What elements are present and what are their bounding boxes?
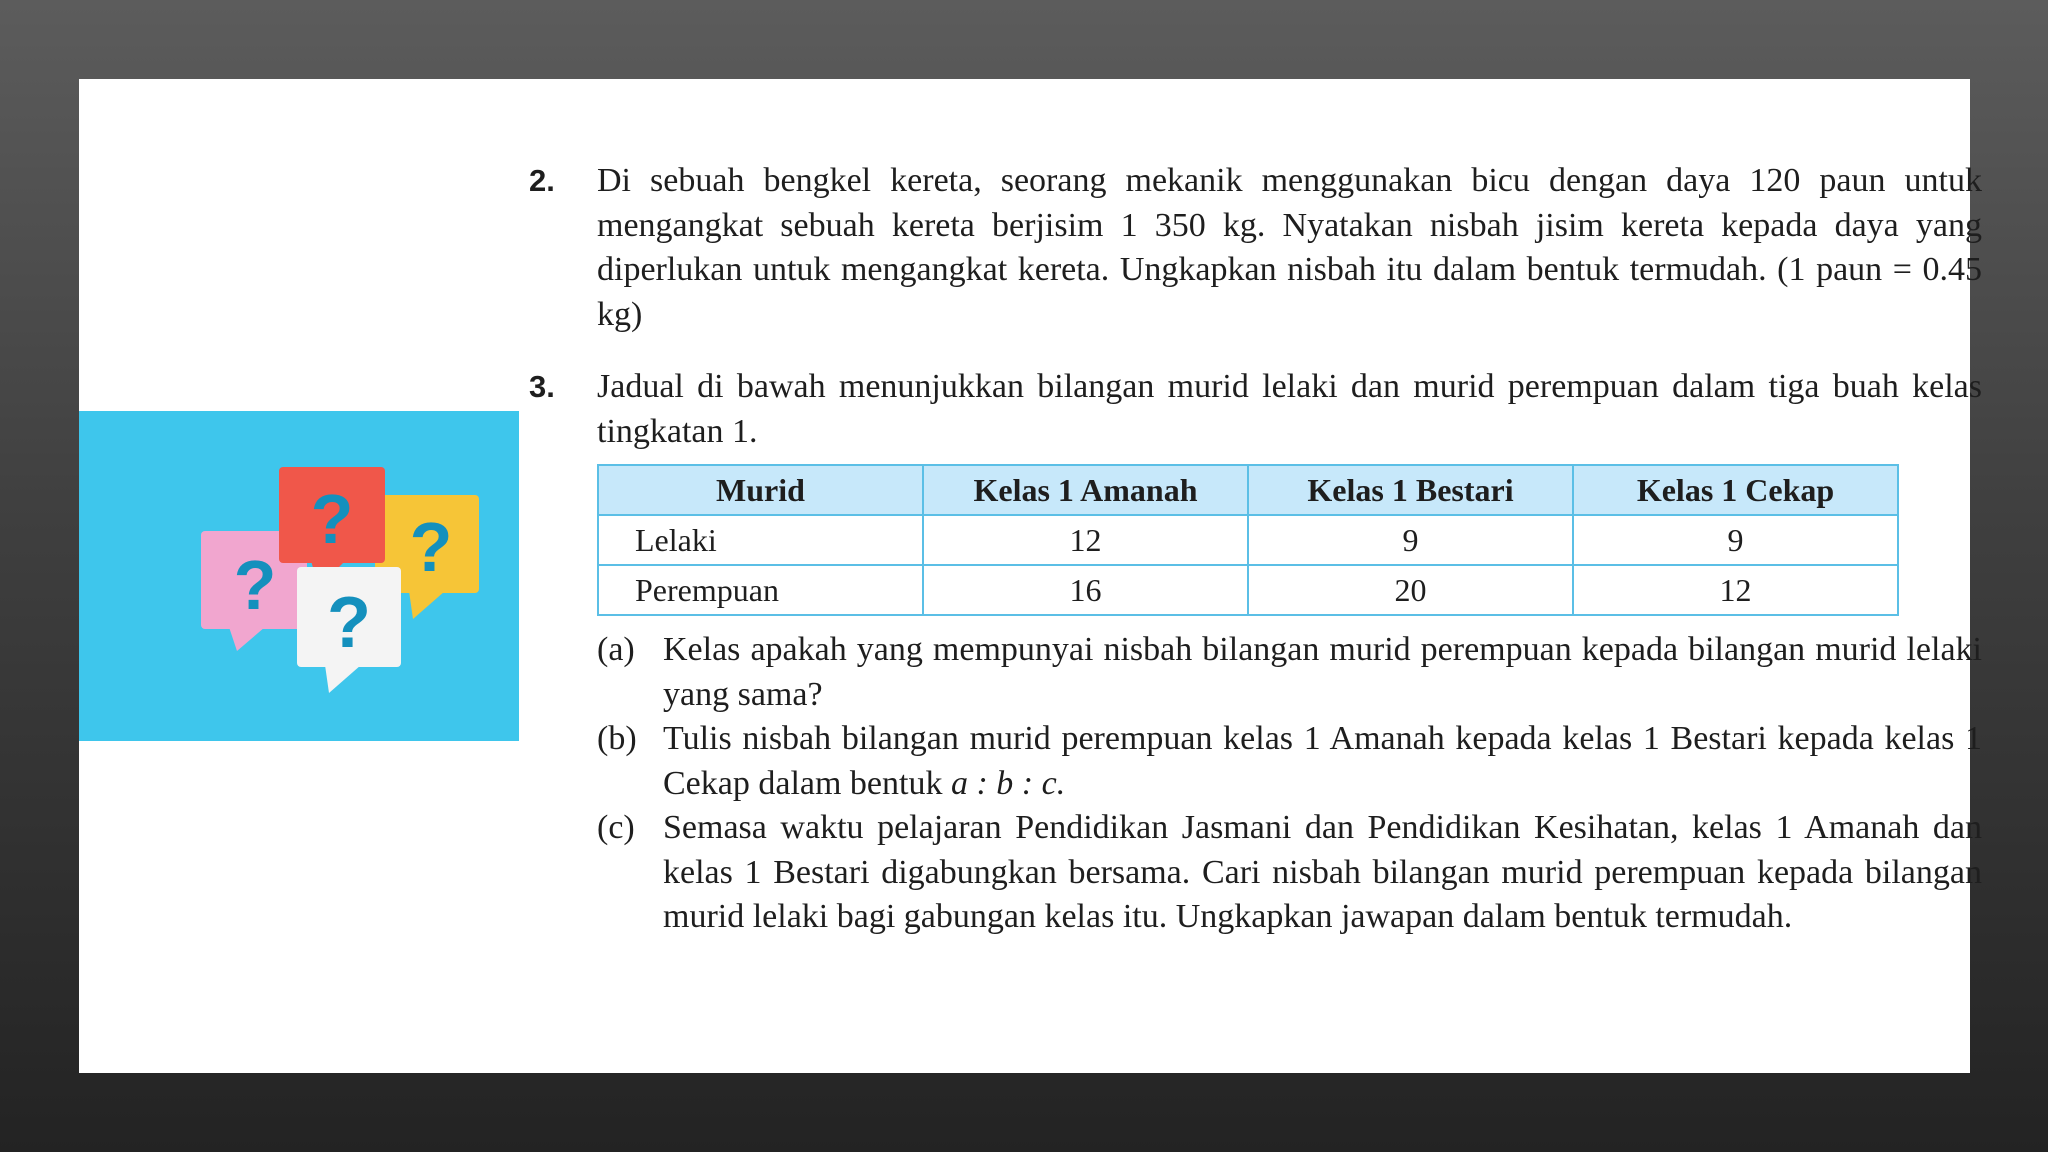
sub-question-label: (b) (597, 720, 637, 757)
question-bubbles-illustration (79, 411, 519, 741)
sub-question-label: (a) (597, 631, 635, 668)
bubble-yellow-tail (409, 591, 445, 619)
table-cell: 16 (923, 565, 1248, 615)
sub-question-label: (c) (597, 809, 635, 846)
sub-question-a (597, 628, 1982, 717)
question-mark: ? (310, 480, 354, 558)
column-header: Kelas 1 Cekap (1573, 465, 1898, 515)
slide-page (79, 79, 1982, 1073)
table-cell: 9 (1573, 515, 1898, 565)
column-header: Murid (598, 465, 923, 515)
sub-question-text-body: Tulis nisbah bilangan murid perempuan kelas 1 Amanah kepada kelas 1 Bestari kepada kelas 1 Cekap dalam bentuk (663, 720, 1982, 802)
sub-question-b (597, 717, 1982, 806)
table-cell: 20 (1248, 565, 1573, 615)
exercise-content (529, 159, 1982, 968)
column-header: Kelas 1 Amanah (923, 465, 1248, 515)
table-row (598, 515, 1898, 565)
student-count-table (597, 464, 1899, 616)
ratio-form-math: a : b : c. (950, 764, 1066, 802)
question-mark: ? (327, 583, 371, 663)
column-header: Kelas 1 Bestari (1248, 465, 1573, 515)
sub-question-text (663, 717, 1982, 806)
bubble-white-tail (325, 665, 361, 693)
row-label: Perempuan (598, 565, 923, 615)
question-body (597, 159, 1982, 337)
question-bubbles-icon (79, 411, 519, 741)
table-cell: 12 (1573, 565, 1898, 615)
sub-question-text: Kelas apakah yang mempunyai nisbah bilangan murid perempuan kepada bilangan murid lelaki yang sama? (663, 631, 1982, 713)
sub-question-c (597, 806, 1982, 940)
question-2 (529, 159, 1982, 337)
question-text: Jadual di bawah menunjukkan bilangan murid lelaki dan murid perempuan dalam tiga buah kelas tingkatan 1. (597, 368, 1982, 450)
question-number: 3. (529, 369, 555, 404)
question-3 (529, 365, 1982, 940)
question-text: Di sebuah bengkel kereta, seorang mekanik menggunakan bicu dengan daya 120 paun untuk mengangkat sebuah kereta berjisim 1 350 kg. Nyatakan nisbah jisim kereta kepada daya yang diperlukan untuk mengangkat kereta. Ungkapkan nisbah itu dalam bentuk termudah. (1 paun = 0.45 kg) (597, 162, 1982, 333)
table-header-row (598, 465, 1898, 515)
table-row (598, 565, 1898, 615)
question-mark: ? (409, 508, 453, 586)
question-body (597, 365, 1982, 940)
bubble-pink-tail (229, 627, 265, 651)
sub-question-text: Semasa waktu pelajaran Pendidikan Jasmani dan Pendidikan Kesihatan, kelas 1 Amanah dan kelas 1 Bestari digabungkan bersama. Cari nisbah bilangan murid perempuan kepada bilangan murid lelaki bagi gabungan kelas itu. Ungkapkan jawapan dalam bentuk termudah. (663, 809, 1982, 935)
row-label: Lelaki (598, 515, 923, 565)
table-cell: 12 (923, 515, 1248, 565)
question-number: 2. (529, 163, 555, 198)
table-cell: 9 (1248, 515, 1573, 565)
question-mark: ? (233, 546, 277, 624)
